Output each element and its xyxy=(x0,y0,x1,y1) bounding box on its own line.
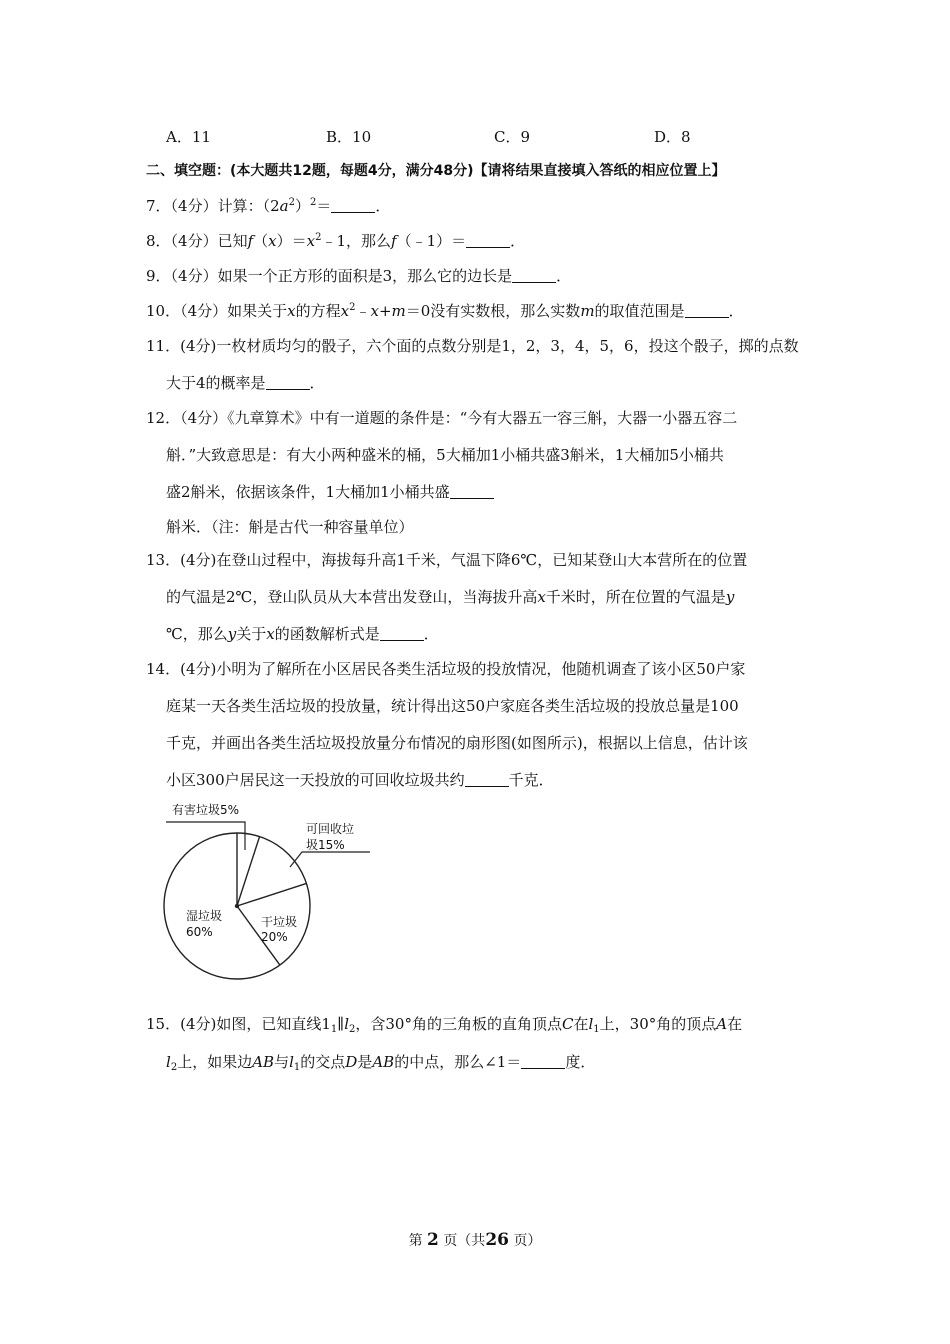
question-7: 7．（4分）计算：$(2a^2)^2=$ ． xyxy=(146,197,391,215)
pie-slice-boundary xyxy=(237,837,260,906)
pie-slice-boundary xyxy=(237,883,306,906)
question-12-line4: 斛米．（注：斛是古代一种容量单位） xyxy=(166,518,414,536)
question-8: 8．（4分）已知$f(x)=x^2﹣1$，那么f（﹣1）＝ ． xyxy=(146,232,526,250)
question-14-line2: 庭某一天各类生活垃圾的投放量，统计得出这50户家庭各类生活垃圾的投放总量是100 xyxy=(166,697,739,715)
answer-blank xyxy=(465,772,509,787)
page-total: 26 xyxy=(485,1230,509,1250)
option-a: A．11 xyxy=(166,128,211,146)
question-15-line2: $l_2$上，如果边AB与$l_1$的交点D是AB的中点，那么∠1＝ 度． xyxy=(166,1053,596,1073)
question-15-line1: 15．(4分)如图，已知直线$1_1\parallel l_2$，含30°角的三角板的直角顶点C在$l_1$上，30°角的顶点A在 xyxy=(146,1015,743,1035)
q6-options xyxy=(0,127,950,147)
question-13-line2: 的气温是2℃，登山队员从大本营出发登山，当海拔升高x千米时，所在位置的气温是y xyxy=(166,588,735,606)
answer-blank xyxy=(512,268,556,283)
slice-label-recyclable-1: 可回收垃 xyxy=(306,822,355,836)
answer-blank xyxy=(331,198,375,213)
question-10: 10．（4分）如果关于x的方程$x^2﹣x+m=0$没有实数根，那么实数m的取值范围是 ． xyxy=(146,302,744,320)
question-11-line2: 大于4的概率是 ． xyxy=(166,374,325,392)
question-14-line1: 14．(4分)小明为了解所在小区居民各类生活垃圾的投放情况，他随机调查了该小区50户家 xyxy=(146,660,746,678)
option-d: D．8 xyxy=(654,128,691,146)
answer-blank xyxy=(266,375,310,390)
question-13-line3: ℃，那么y关于x的函数解析式是 ． xyxy=(166,625,439,643)
answer-blank xyxy=(521,1054,565,1069)
question-13-line1: 13．(4分)在登山过程中，海拔每升高1千米，气温下降6℃，已知某登山大本营所在的位置 xyxy=(146,551,748,569)
question-12-line1: 12．（4分）《九章算术》中有一道题的条件是：“今有大器五一容三斛，大器一小器五容二 xyxy=(146,409,738,427)
question-14-line3: 千克，并画出各类生活垃圾投放量分布情况的扇形图(如图所示)，根据以上信息，估计该 xyxy=(166,734,748,752)
section-title: 二、填空题：(本大题共12题，每题4分，满分48分)【请将结果直接填入答纸的相应位置上】 xyxy=(146,163,726,179)
leader-line-hazardous xyxy=(166,822,245,850)
question-11-line1: 11．(4分)一枚材质均匀的骰子，六个面的点数分别是1，2，3，4，5，6，投这个骰子，掷的点数 xyxy=(146,337,799,355)
garbage-pie-chart xyxy=(160,795,390,985)
answer-blank xyxy=(380,626,424,641)
option-b: B．10 xyxy=(326,128,372,146)
slice-label-wet-1: 湿垃圾 xyxy=(186,909,223,923)
option-c: C．9 xyxy=(494,128,531,146)
leader-line-recyclable xyxy=(290,852,370,867)
pie-center xyxy=(235,904,239,908)
question-14-line4: 小区300户居民这一天投放的可回收垃圾共约 千克． xyxy=(166,771,554,789)
slice-label-recyclable-2: 圾15% xyxy=(306,838,345,852)
page-footer: 第 2 页（共26 页） xyxy=(408,1230,542,1250)
slice-label-hazardous: 有害垃圾5% xyxy=(172,803,240,817)
slice-label-wet-2: 60% xyxy=(186,925,213,939)
answer-blank xyxy=(450,484,494,499)
slice-label-dry-1: 干垃圾 xyxy=(261,915,298,929)
question-12-line2: 斛．”大致意思是：有大小两种盛米的桶，5大桶加1小桶共盛3斛米，1大桶加5小桶共 xyxy=(166,446,724,464)
page-number: 2 xyxy=(427,1230,439,1250)
question-9: 9．（4分）如果一个正方形的面积是3，那么它的边长是 ． xyxy=(146,267,572,285)
answer-blank xyxy=(685,303,729,318)
answer-blank xyxy=(466,233,510,248)
question-12-line3: 盛2斛米，依据该条件，1大桶加1小桶共盛 xyxy=(166,482,494,502)
slice-label-dry-2: 20% xyxy=(261,930,288,944)
